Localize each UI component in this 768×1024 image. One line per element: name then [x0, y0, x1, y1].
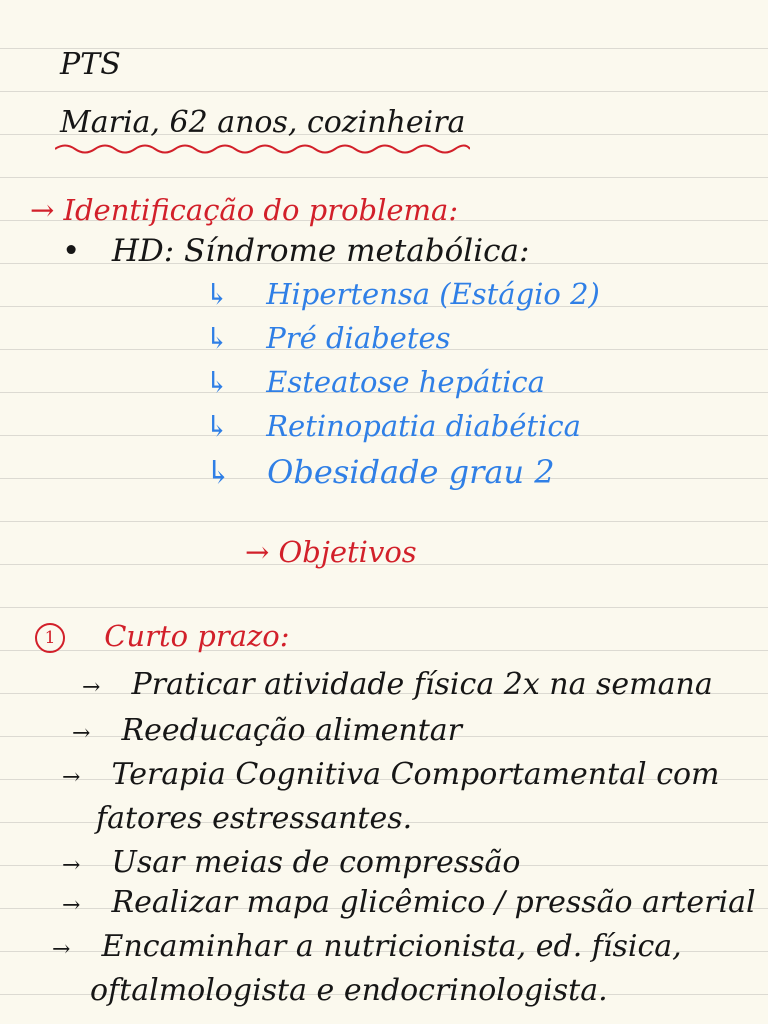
diagnosis-item-text: Obesidade grau 2: [267, 453, 555, 491]
objective-item: [62, 757, 720, 792]
objective-item-text: Realizar mapa glicêmico / pressão arterial: [111, 885, 756, 920]
hd-line-text: HD: Síndrome metabólica:: [111, 233, 530, 269]
diagnosis-item-text: Hipertensa (Estágio 2): [266, 277, 600, 311]
return-arrow-icon: ↳: [205, 409, 230, 443]
arrow-icon: →: [245, 535, 270, 569]
objectives-heading-text: Objetivos: [278, 535, 417, 569]
red-wavy-underline: [55, 142, 470, 156]
diagnosis-item: [205, 321, 451, 355]
identification-heading-text: Identificação do problema:: [63, 193, 459, 227]
objective-item-continuation: oftalmologista e endocrinologista.: [90, 973, 608, 1008]
objective-item: [62, 885, 756, 920]
objective-item-text: Usar meias de compressão: [111, 845, 521, 880]
arrow-icon: →: [62, 853, 81, 878]
circled-number: 1: [35, 623, 65, 653]
arrow-icon: →: [30, 193, 55, 227]
diagnosis-item: [205, 409, 581, 443]
diagnosis-item: [205, 453, 555, 491]
arrow-icon: →: [62, 893, 81, 918]
objective-item-text: Encaminhar a nutricionista, ed. física,: [101, 929, 682, 964]
return-arrow-icon: ↳: [205, 453, 232, 491]
diagnosis-item: [205, 277, 600, 311]
diagnosis-item: [205, 365, 545, 399]
patient-line: Maria, 62 anos, cozinheira: [60, 105, 466, 140]
hd-line: [62, 233, 530, 269]
objective-item-continuation: fatores estressantes.: [96, 801, 413, 836]
objective-item: [52, 929, 682, 964]
identification-heading: [30, 193, 459, 227]
short-term-heading-text: Curto prazo:: [104, 619, 290, 653]
diagnosis-item-text: Pré diabetes: [266, 321, 451, 355]
return-arrow-icon: ↳: [205, 321, 230, 355]
objective-item-text: Praticar atividade física 2x na semana: [131, 667, 713, 702]
arrow-icon: →: [82, 675, 101, 700]
objective-item: [72, 713, 463, 748]
diagnosis-item-text: Retinopatia diabética: [266, 409, 581, 443]
return-arrow-icon: ↳: [205, 277, 230, 311]
objective-item: [82, 667, 713, 702]
arrow-icon: →: [52, 937, 71, 962]
diagnosis-item-text: Esteatose hepática: [266, 365, 545, 399]
objectives-heading: [245, 535, 417, 569]
arrow-icon: →: [62, 765, 81, 790]
page-title: PTS: [60, 47, 121, 82]
objective-item: [62, 845, 521, 880]
short-term-heading: [35, 619, 290, 653]
objective-item-text: Reeducação alimentar: [121, 713, 463, 748]
bullet-icon: •: [62, 233, 81, 269]
return-arrow-icon: ↳: [205, 365, 230, 399]
objective-item-text: Terapia Cognitiva Comportamental com: [111, 757, 720, 792]
arrow-icon: →: [72, 721, 91, 746]
